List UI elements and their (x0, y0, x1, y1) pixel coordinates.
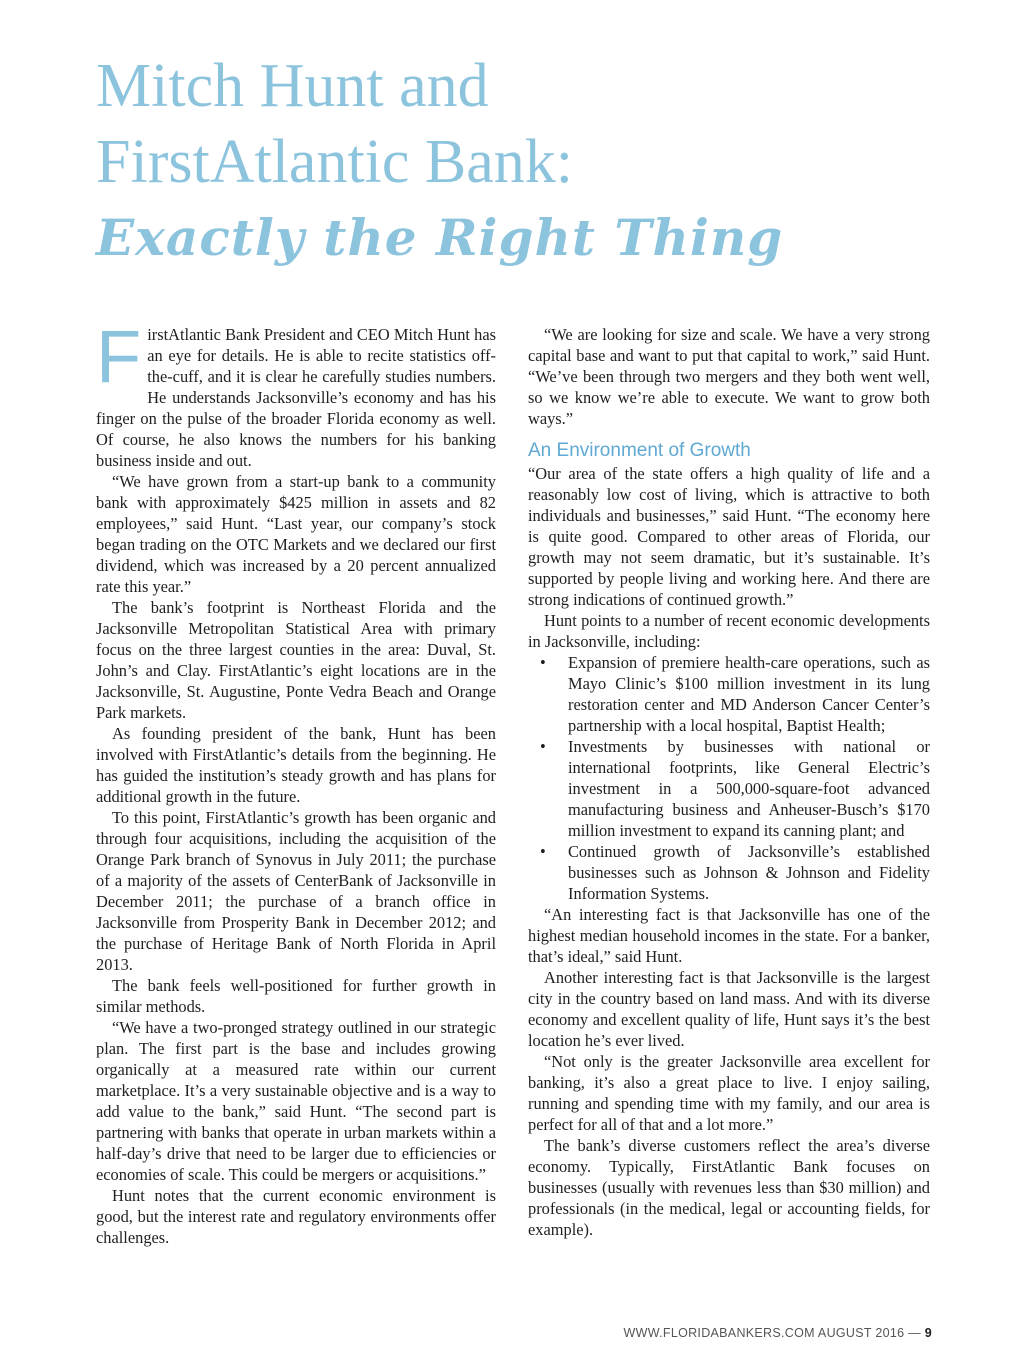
drop-cap: F (96, 315, 142, 398)
left-column (96, 315, 496, 1248)
page-footer (540, 1326, 932, 1340)
paragraph: FirstAtlantic Bank President and CEO Mitch Hunt has an eye for details. He is able to recite statistics off-the-cuff, and it is clear he carefully studies numbers. He understands Jacksonville’s economy and has his finger on the pulse of the broader Florida economy as well. Of course, he also knows the numbers for his banking business inside and out. (96, 315, 496, 470)
article-subtitle: Exactly the Right Thing (96, 208, 784, 267)
article-title (96, 48, 956, 200)
paragraph: “Our area of the state offers a high quality of life and a reasonably low cost of living, which is attractive to both individuals and businesses,” said Hunt. “The economy here is quite good. Compared to other areas of Florida, our growth may not seem dramatic, but it’s sustainable. It’s supported by people living and working here. And there are strong indications of continued growth.” (528, 464, 930, 609)
paragraph: “We have a two-pronged strategy outlined in our strategic plan. The first part is the base and includes growing organically at a measured rate within our current marketplace. It’s a very sustainable objective and is a way to add value to the bank,” said Hunt. “The second part is partnering with banks that operate in urban markets within a half-day’s drive that need to be larger due to efficiencies or economies of scale. This could be mergers or acquisitions.” (96, 1018, 496, 1184)
paragraph: The bank’s diverse customers reflect the area’s diverse economy. Typically, FirstAtlantic Bank focuses on businesses (usually with revenues less than $30 million) and professionals (in the medical, legal or accounting fields, for example). (528, 1136, 930, 1239)
title-line-1: Mitch Hunt and (96, 52, 489, 120)
paragraph: Another interesting fact is that Jacksonville is the largest city in the country based on land mass. And with its diverse economy and excellent quality of life, Hunt says it’s the best location he’s ever lived. (528, 968, 930, 1050)
bullet-list (528, 652, 930, 904)
footer-text: WWW.FLORIDABANKERS.COM AUGUST 2016 — (623, 1326, 921, 1340)
paragraph: Hunt notes that the current economic environment is good, but the interest rate and regulatory environments offer challenges. (96, 1186, 496, 1247)
bullet-icon: • (540, 737, 546, 756)
title-line-2: FirstAtlantic Bank: (96, 128, 574, 196)
paragraph: To this point, FirstAtlantic’s growth has been organic and through four acquisitions, including the acquisition of the Orange Park branch of Synovus in July 2011; the purchase of a majority of the assets of CenterBank of Jacksonville in December 2011; the purchase of a branch office in Jacksonville from Prosperity Bank in December 2012; and the purchase of Heritage Bank of North Florida in April 2013. (96, 808, 496, 974)
paragraph: “We have grown from a start-up bank to a community bank with approximately $425 million in assets and 82 employees,” said Hunt. “Last year, our company’s stock began trading on the OTC Markets and we declared our first dividend, which was increased by a 20 percent annualized rate this year.” (96, 472, 496, 596)
paragraph: The bank’s footprint is Northeast Florida and the Jacksonville Metropolitan Statistical Area with primary focus on the three largest counties in the area: Duval, St. John’s and Clay. FirstAtlantic’s eight locations are in the Jacksonville, St. Augustine, Ponte Vedra Beach and Orange Park markets. (96, 598, 496, 722)
paragraph: Hunt points to a number of recent economic developments in Jacksonville, including: (528, 611, 930, 651)
section-heading: An Environment of Growth (528, 440, 751, 461)
list-item: • Investments by businesses with national or international footprints, like General Electric’s investment in a 500,000-square-foot advanced manufacturing business and Anheuser-Busch’s $170 million investment to expand its canning plant; and (540, 737, 930, 840)
list-item: • Expansion of premiere health-care operations, such as Mayo Clinic’s $100 million investment in its lung restoration center and MD Anderson Cancer Center’s partnership with a local hospital, Baptist Health; (540, 653, 930, 735)
page-number: 9 (924, 1326, 932, 1340)
paragraph: The bank feels well-positioned for further growth in similar methods. (96, 976, 496, 1016)
right-column (528, 324, 930, 1240)
bullet-icon: • (540, 653, 546, 672)
paragraph: As founding president of the bank, Hunt has been involved with FirstAtlantic’s details from the beginning. He has guided the institution’s steady growth and has plans for additional growth in the future. (96, 724, 496, 806)
list-item: • Continued growth of Jacksonville’s established businesses such as Johnson & Johnson and Fidelity Information Systems. (540, 842, 930, 903)
bullet-icon: • (540, 842, 546, 861)
paragraph: “An interesting fact is that Jacksonville has one of the highest median household incomes in the state. For a banker, that’s ideal,” said Hunt. (528, 905, 930, 966)
paragraph: “Not only is the greater Jacksonville area excellent for banking, it’s also a great place to live. I enjoy sailing, running and spending time with my family, and our area is perfect for all of that and a lot more.” (528, 1052, 930, 1134)
paragraph: “We are looking for size and scale. We have a very strong capital base and want to put that capital to work,” said Hunt. “We’ve been through two mergers and they both went well, so we know we’re able to execute. We want to grow both ways.” (528, 325, 930, 428)
